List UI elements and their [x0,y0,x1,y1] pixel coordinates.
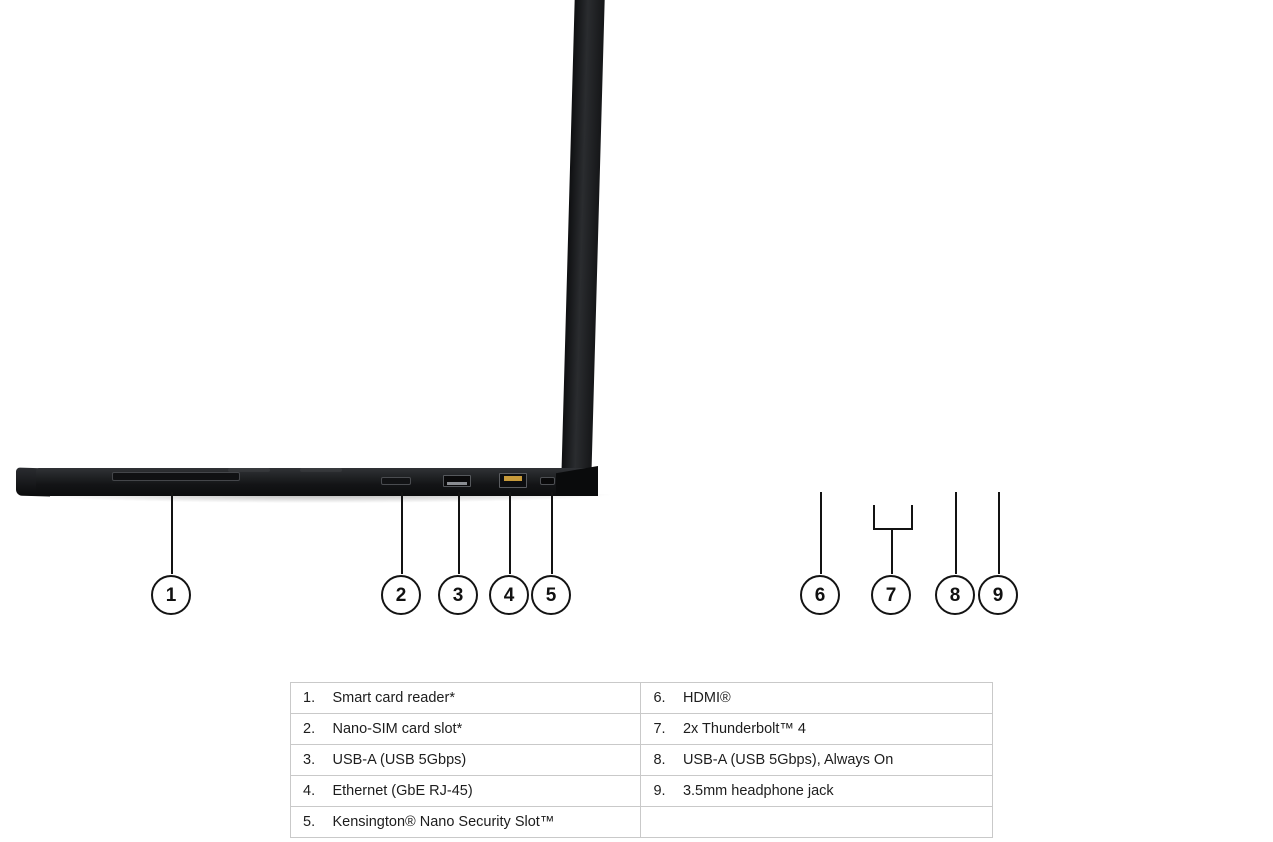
leader-line-6 [820,492,822,574]
leader-line-9 [998,492,1000,574]
kensington-lock-slot-icon [540,477,555,485]
callout-8: 8 [935,575,975,615]
legend-number: 9. [641,776,675,807]
legend-label: Nano-SIM card slot* [324,714,641,745]
legend-number: 8. [641,745,675,776]
ethernet-rj45-port-icon [499,473,527,488]
legend-label: USB-A (USB 5Gbps) [324,745,641,776]
smart-card-reader-icon [112,472,240,481]
leader-line-8 [955,492,957,574]
legend-number: 7. [641,714,675,745]
port-legend-table [290,682,993,838]
leader-line-7a [873,505,875,529]
callout-1: 1 [151,575,191,615]
table-row [291,807,993,838]
leader-line-3 [458,492,460,574]
table-row [291,714,993,745]
leader-line-4 [509,492,511,574]
legend-empty-cell [641,807,675,838]
legend-label: HDMI® [675,683,993,714]
legend-number: 6. [641,683,675,714]
callout-7: 7 [871,575,911,615]
callout-5: 5 [531,575,571,615]
nano-sim-card-slot-icon [381,477,411,485]
legend-number: 3. [291,745,325,776]
callout-6: 6 [800,575,840,615]
legend-number: 1. [291,683,325,714]
table-row [291,745,993,776]
legend-label: Kensington® Nano Security Slot™ [324,807,641,838]
leader-line-1 [171,492,173,574]
table-row [291,683,993,714]
leader-bracket-7 [873,528,913,530]
legend-empty-cell [675,807,993,838]
leader-line-7b [911,505,913,529]
chassis-detail-left-2 [300,468,342,472]
callout-9: 9 [978,575,1018,615]
callout-2: 2 [381,575,421,615]
legend-number: 5. [291,807,325,838]
legend-label: Ethernet (GbE RJ-45) [324,776,641,807]
legend-label: USB-A (USB 5Gbps), Always On [675,745,993,776]
usb-a-port-icon [443,475,471,487]
legend-label: 3.5mm headphone jack [675,776,993,807]
display-lid-left [561,0,605,484]
legend-label: Smart card reader* [324,683,641,714]
callout-3: 3 [438,575,478,615]
leader-line-7 [891,528,893,574]
callout-4: 4 [489,575,529,615]
left-side-view [0,0,640,530]
leader-line-5 [551,492,553,574]
legend-number: 2. [291,714,325,745]
table-row [291,776,993,807]
leader-line-2 [401,492,403,574]
right-side-view [700,0,1273,530]
legend-number: 4. [291,776,325,807]
legend-label: 2x Thunderbolt™ 4 [675,714,993,745]
